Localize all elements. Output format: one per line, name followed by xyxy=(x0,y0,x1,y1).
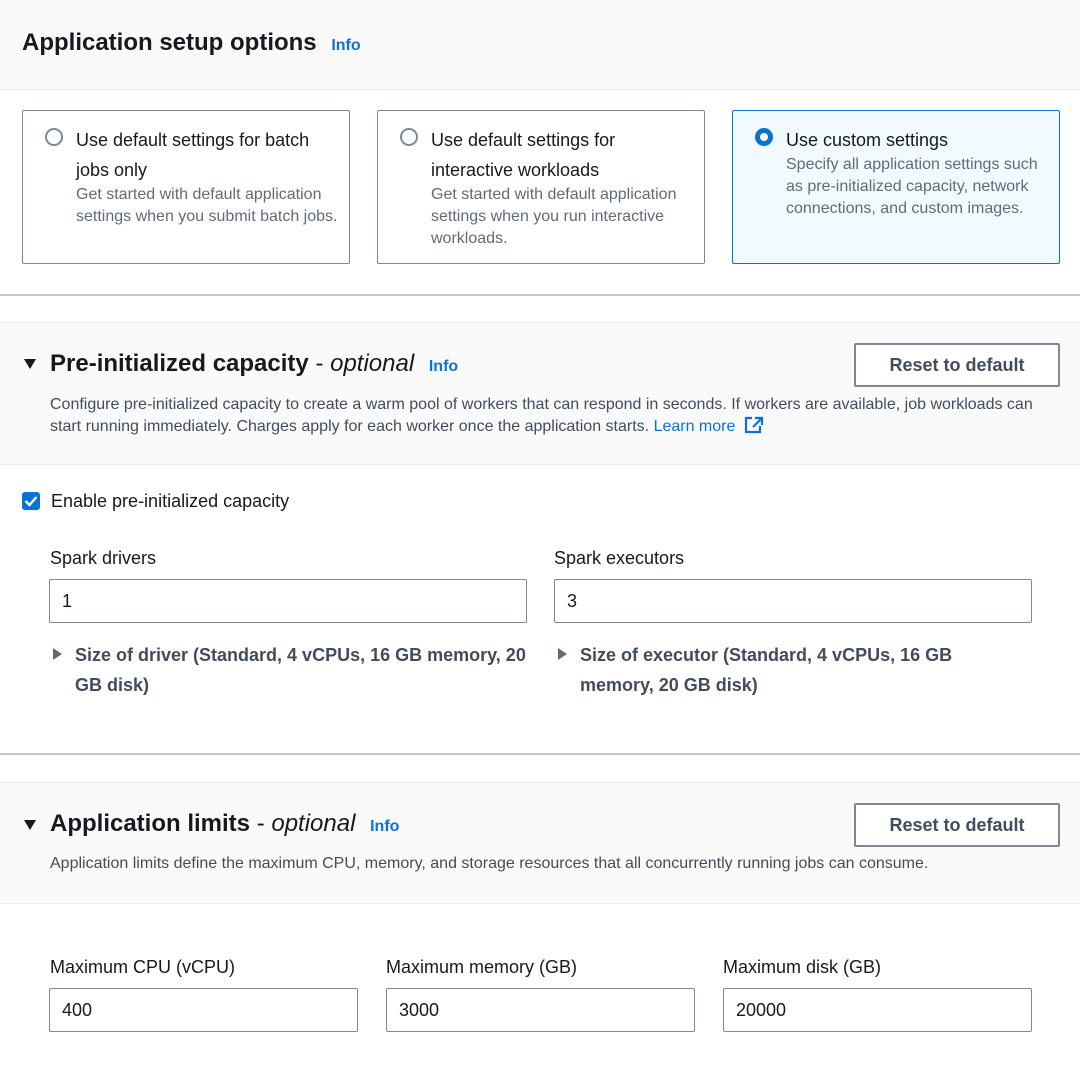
executor-size-label[interactable]: Size of executor (Standard, 4 vCPUs, 16 GB memory, 20 GB disk) xyxy=(580,645,953,695)
expand-triangle-icon[interactable] xyxy=(558,648,567,660)
external-link-icon xyxy=(744,416,764,434)
option-interactive-workloads[interactable] xyxy=(377,110,705,264)
option-description: Get started with default application settings when you run interactive workloads. xyxy=(431,186,677,247)
option-title: Use default settings for batch jobs only xyxy=(76,130,310,180)
max-disk-label: Maximum disk (GB) xyxy=(723,957,882,977)
collapse-triangle-icon[interactable] xyxy=(24,820,36,830)
setup-info-link[interactable]: Info xyxy=(331,37,361,54)
spark-drivers-label: Spark drivers xyxy=(50,548,157,568)
limits-info-link[interactable]: Info xyxy=(370,818,400,835)
capacity-description xyxy=(50,394,1060,438)
max-cpu-input[interactable]: 400 xyxy=(49,988,358,1032)
max-memory-label: Maximum memory (GB) xyxy=(386,957,578,977)
capacity-title-row: Pre-initialized capacity - optional Info xyxy=(50,350,459,377)
limits-reset-button[interactable]: Reset to default xyxy=(854,803,1060,847)
capacity-header xyxy=(0,322,1080,465)
section-divider xyxy=(0,294,1080,296)
max-disk-input[interactable]: 20000 xyxy=(723,988,1032,1032)
capacity-reset-button[interactable]: Reset to default xyxy=(854,343,1060,387)
setup-title: Application setup options xyxy=(22,29,317,56)
setup-title-row xyxy=(22,29,361,57)
capacity-title: Pre-initialized capacity xyxy=(50,350,309,377)
spark-executors-input[interactable]: 3 xyxy=(554,579,1032,623)
option-description: Specify all application settings such as pre-initialized capacity, network connections, and custom images. xyxy=(786,156,1038,217)
capacity-description-text: Configure pre-initialized capacity to create a warm pool of workers that can respond in seconds. If workers are available, job workloads can start running immediately. Charges apply for each worker once the application starts. xyxy=(50,396,1033,435)
spark-drivers-input[interactable]: 1 xyxy=(49,579,527,623)
expand-triangle-icon[interactable] xyxy=(53,648,62,660)
checkmark-icon xyxy=(24,495,38,507)
radio-batch-jobs[interactable] xyxy=(45,128,63,146)
option-custom-settings[interactable] xyxy=(732,110,1060,264)
learn-more-text[interactable]: Learn more xyxy=(653,418,736,435)
option-title: Use custom settings xyxy=(786,130,949,150)
enable-capacity-label: Enable pre-initialized capacity xyxy=(51,491,290,511)
limits-optional: optional xyxy=(271,810,356,837)
learn-more-link[interactable] xyxy=(654,418,764,435)
collapse-triangle-icon[interactable] xyxy=(24,359,36,369)
radio-custom-settings[interactable] xyxy=(755,128,773,146)
section-divider xyxy=(0,753,1080,755)
driver-size-label[interactable]: Size of driver (Standard, 4 vCPUs, 16 GB memory, 20 GB disk) xyxy=(75,645,526,695)
limits-title-row: Application limits - optional Info xyxy=(50,810,400,837)
limits-title: Application limits xyxy=(50,810,251,837)
max-memory-input[interactable]: 3000 xyxy=(386,988,695,1032)
capacity-info-link[interactable]: Info xyxy=(428,358,459,375)
limits-description: Application limits define the maximum CPU, memory, and storage resources that all concurrently running jobs can consume. xyxy=(50,855,929,872)
radio-interactive-workloads[interactable] xyxy=(400,128,418,146)
max-cpu-label: Maximum CPU (vCPU) xyxy=(50,957,236,977)
enable-capacity-checkbox[interactable] xyxy=(22,492,40,510)
capacity-optional: optional xyxy=(330,350,415,377)
spark-executors-label: Spark executors xyxy=(554,548,685,568)
setup-header xyxy=(0,0,1080,90)
option-title: Use default settings for interactive workloads xyxy=(431,130,616,180)
limits-header xyxy=(0,782,1080,904)
option-batch-jobs[interactable] xyxy=(22,110,350,264)
option-description: Get started with default application settings when you submit batch jobs. xyxy=(76,186,338,225)
